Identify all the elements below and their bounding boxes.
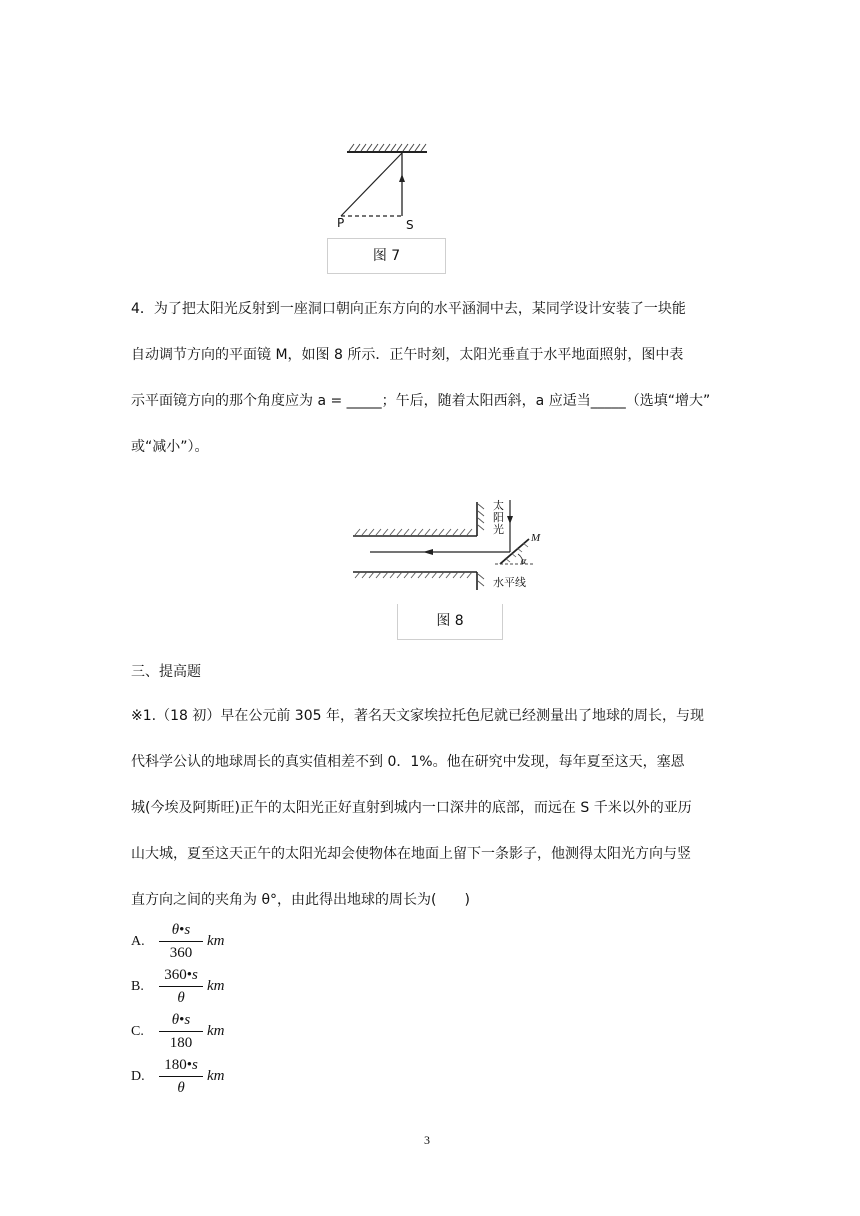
figure-8-label-alpha: α [521, 556, 527, 567]
figure-8-caption: 图 8 [397, 604, 503, 640]
option-letter: D. [131, 1069, 145, 1084]
option-letter: C. [131, 1024, 144, 1039]
denominator: 180 [169, 1035, 193, 1051]
question-4-line: 或“减小”）。 [131, 439, 209, 455]
option-unit: km [207, 978, 225, 994]
question-1-line: 城(今埃及阿斯旺)正午的太阳光正好直射到城内一口深井的底部，而远在 S 千米以外的亚历 [131, 800, 692, 816]
numerator-dot: • [179, 1012, 185, 1028]
figure-8-label-horizontal: 水平线 [493, 576, 526, 589]
denominator: θ [177, 1080, 185, 1096]
numerator-var: θ [171, 1012, 180, 1028]
option-fraction [159, 965, 203, 1008]
numerator-var: θ [171, 922, 180, 938]
figure-7-label-s: S [406, 218, 414, 232]
numerator-rest: s [184, 922, 191, 938]
option-unit: km [207, 1023, 225, 1039]
question-1-line: 直方向之间的夹角为 θ°，由此得出地球的周长为( ) [131, 892, 470, 908]
numerator-var: 360 [164, 967, 187, 983]
figure-7-diagram [327, 138, 445, 234]
figure-8 [345, 494, 545, 606]
question-1-line: 代科学公认的地球周长的真实值相差不到 0．1%。他在研究中发现，每年夏至这天，塞恩 [131, 754, 685, 770]
denominator: 360 [169, 945, 193, 961]
option-letter: A. [131, 934, 145, 949]
option-unit: km [207, 933, 225, 949]
option-fraction [159, 920, 203, 963]
figure-8-label-m: M [531, 532, 541, 544]
numerator-rest: s [184, 1012, 191, 1028]
numerator-var: 180 [164, 1057, 187, 1073]
question-1-line: 山大城，夏至这天正午的太阳光却会使物体在地面上留下一条影子，他测得太阳光方向与竖 [131, 846, 691, 862]
question-1-line: ※1.（18 初）早在公元前 305 年，著名天文家埃拉托色尼就已经测量出了地球的周长，与现 [131, 708, 704, 724]
figure-8-label-sun: 太阳光 [493, 499, 504, 536]
numerator-rest: s [191, 967, 198, 983]
figure-7-caption: 图 7 [327, 238, 446, 274]
question-1 [131, 693, 731, 923]
question-4-line: 示平面镜方向的那个角度应为 a = _____；午后，随着太阳西斜，a 应适当_____（选填“增大” [131, 393, 711, 409]
numerator-dot: • [186, 967, 192, 983]
denominator: θ [177, 990, 185, 1006]
option-unit: km [207, 1068, 225, 1084]
option-fraction [159, 1055, 203, 1098]
section-heading: 三、提高题 [131, 664, 201, 680]
numerator-dot: • [186, 1057, 192, 1073]
figure-7-label-p: P [337, 216, 345, 230]
question-4 [131, 286, 731, 470]
question-4-line: 自动调节方向的平面镜 M，如图 8 所示．正午时刻，太阳光垂直于水平地面照射，图中表 [131, 347, 684, 363]
numerator-dot: • [179, 922, 185, 938]
option-fraction [159, 1010, 203, 1053]
page-number: 3 [424, 1133, 430, 1147]
option-letter: B. [131, 979, 144, 994]
question-4-line: 4．为了把太阳光反射到一座洞口朝向正东方向的水平涵洞中去，某同学设计安装了一块能 [131, 301, 686, 317]
numerator-rest: s [191, 1057, 198, 1073]
